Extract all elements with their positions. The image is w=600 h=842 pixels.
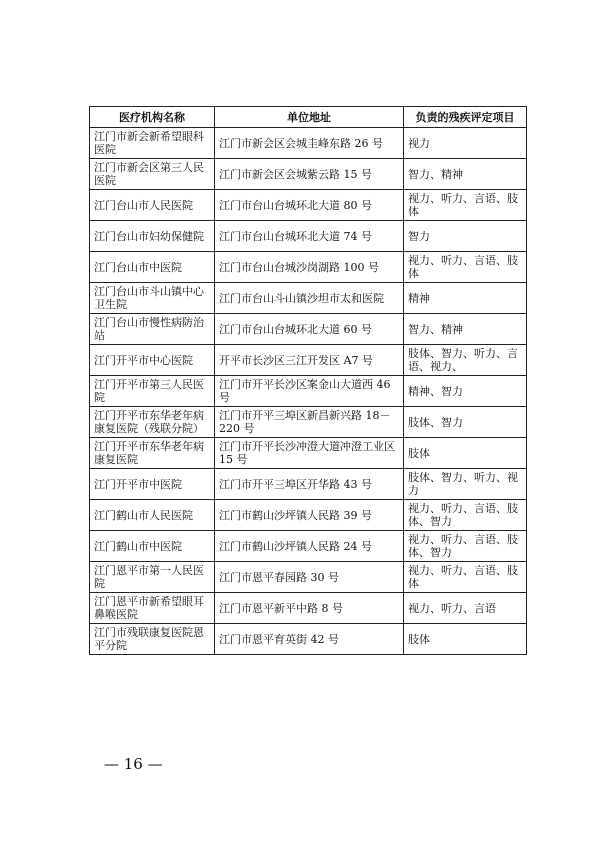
cell-assessment-items: 智力	[404, 221, 527, 252]
cell-institution-name: 江门台山市慢性病防治站	[90, 314, 215, 345]
cell-address: 江门市开平长沙冲澄大道冲澄工业区 15 号	[215, 438, 404, 469]
page-number: — 16 —	[104, 755, 163, 773]
table-row	[90, 221, 527, 252]
cell-address: 江门市台山台城环北大道 74 号	[215, 221, 404, 252]
cell-assessment-items: 视力、听力、言语、肢体	[404, 252, 527, 283]
cell-institution-name: 江门台山市斗山镇中心卫生院	[90, 283, 215, 314]
cell-institution-name: 江门开平市东华老年病康复医院（残联分院）	[90, 407, 215, 438]
cell-assessment-items: 肢体	[404, 438, 527, 469]
cell-address: 江门市开平长沙区案金山大道西 46 号	[215, 376, 404, 407]
header-assessment-items: 负责的残疾评定项目	[404, 107, 527, 128]
cell-institution-name: 江门鹤山市人民医院	[90, 500, 215, 531]
table-row	[90, 562, 527, 593]
cell-address: 江门市开平三埠区开华路 43 号	[215, 469, 404, 500]
header-address: 单位地址	[215, 107, 404, 128]
table-header-row	[90, 107, 527, 128]
header-institution-name: 医疗机构名称	[90, 107, 215, 128]
cell-assessment-items: 视力、听力、言语、肢体、智力	[404, 500, 527, 531]
cell-address: 开平市长沙区三江开发区 A7 号	[215, 345, 404, 376]
cell-assessment-items: 视力、听力、言语	[404, 593, 527, 624]
cell-institution-name: 江门台山市妇幼保健院	[90, 221, 215, 252]
cell-address: 江门市恩平春园路 30 号	[215, 562, 404, 593]
table-row	[90, 376, 527, 407]
cell-institution-name: 江门台山市人民医院	[90, 190, 215, 221]
cell-institution-name: 江门市残联康复医院恩平分院	[90, 624, 215, 655]
table-row	[90, 624, 527, 655]
cell-institution-name: 江门开平市东华老年病康复医院	[90, 438, 215, 469]
cell-address: 江门市鹤山沙坪镇人民路 39 号	[215, 500, 404, 531]
cell-institution-name: 江门恩平市第一人民医院	[90, 562, 215, 593]
table-row	[90, 500, 527, 531]
cell-assessment-items: 精神	[404, 283, 527, 314]
table-row	[90, 531, 527, 562]
cell-address: 江门市开平三埠区新昌新兴路 18－220 号	[215, 407, 404, 438]
table-row	[90, 407, 527, 438]
cell-address: 江门市台山台城沙岗湖路 100 号	[215, 252, 404, 283]
table-row	[90, 469, 527, 500]
cell-assessment-items: 肢体、智力	[404, 407, 527, 438]
cell-institution-name: 江门鹤山市中医院	[90, 531, 215, 562]
cell-institution-name: 江门市新会新希望眼科医院	[90, 128, 215, 159]
cell-address: 江门市新会区会城圭峰东路 26 号	[215, 128, 404, 159]
table-row	[90, 252, 527, 283]
cell-assessment-items: 精神、智力	[404, 376, 527, 407]
table-row	[90, 190, 527, 221]
cell-institution-name: 江门台山市中医院	[90, 252, 215, 283]
cell-assessment-items: 视力、听力、言语、肢体	[404, 562, 527, 593]
medical-institutions-table	[89, 106, 527, 655]
cell-assessment-items: 智力、精神	[404, 159, 527, 190]
cell-assessment-items: 肢体、智力、听力、言语、视力、	[404, 345, 527, 376]
table-row	[90, 438, 527, 469]
table-row	[90, 159, 527, 190]
table-row	[90, 345, 527, 376]
cell-address: 江门市台山斗山镇沙坦市太和医院	[215, 283, 404, 314]
table-row	[90, 593, 527, 624]
cell-assessment-items: 视力	[404, 128, 527, 159]
table-row	[90, 128, 527, 159]
table-row	[90, 314, 527, 345]
cell-institution-name: 江门市新会区第三人民医院	[90, 159, 215, 190]
cell-address: 江门市恩平育英街 42 号	[215, 624, 404, 655]
cell-assessment-items: 肢体	[404, 624, 527, 655]
cell-address: 江门市新会区会城紫云路 15 号	[215, 159, 404, 190]
cell-assessment-items: 肢体、智力、听力、视力	[404, 469, 527, 500]
cell-assessment-items: 智力、精神	[404, 314, 527, 345]
cell-institution-name: 江门恩平市新希望眼耳鼻喉医院	[90, 593, 215, 624]
table-row	[90, 283, 527, 314]
cell-institution-name: 江门开平市中医院	[90, 469, 215, 500]
cell-assessment-items: 视力、听力、言语、肢体、智力	[404, 531, 527, 562]
cell-institution-name: 江门开平市第三人民医院	[90, 376, 215, 407]
cell-address: 江门市台山台城环北大道 60 号	[215, 314, 404, 345]
cell-institution-name: 江门开平市中心医院	[90, 345, 215, 376]
cell-address: 江门市恩平新平中路 8 号	[215, 593, 404, 624]
cell-address: 江门市鹤山沙坪镇人民路 24 号	[215, 531, 404, 562]
cell-assessment-items: 视力、听力、言语、肢体	[404, 190, 527, 221]
cell-address: 江门市台山台城环北大道 80 号	[215, 190, 404, 221]
